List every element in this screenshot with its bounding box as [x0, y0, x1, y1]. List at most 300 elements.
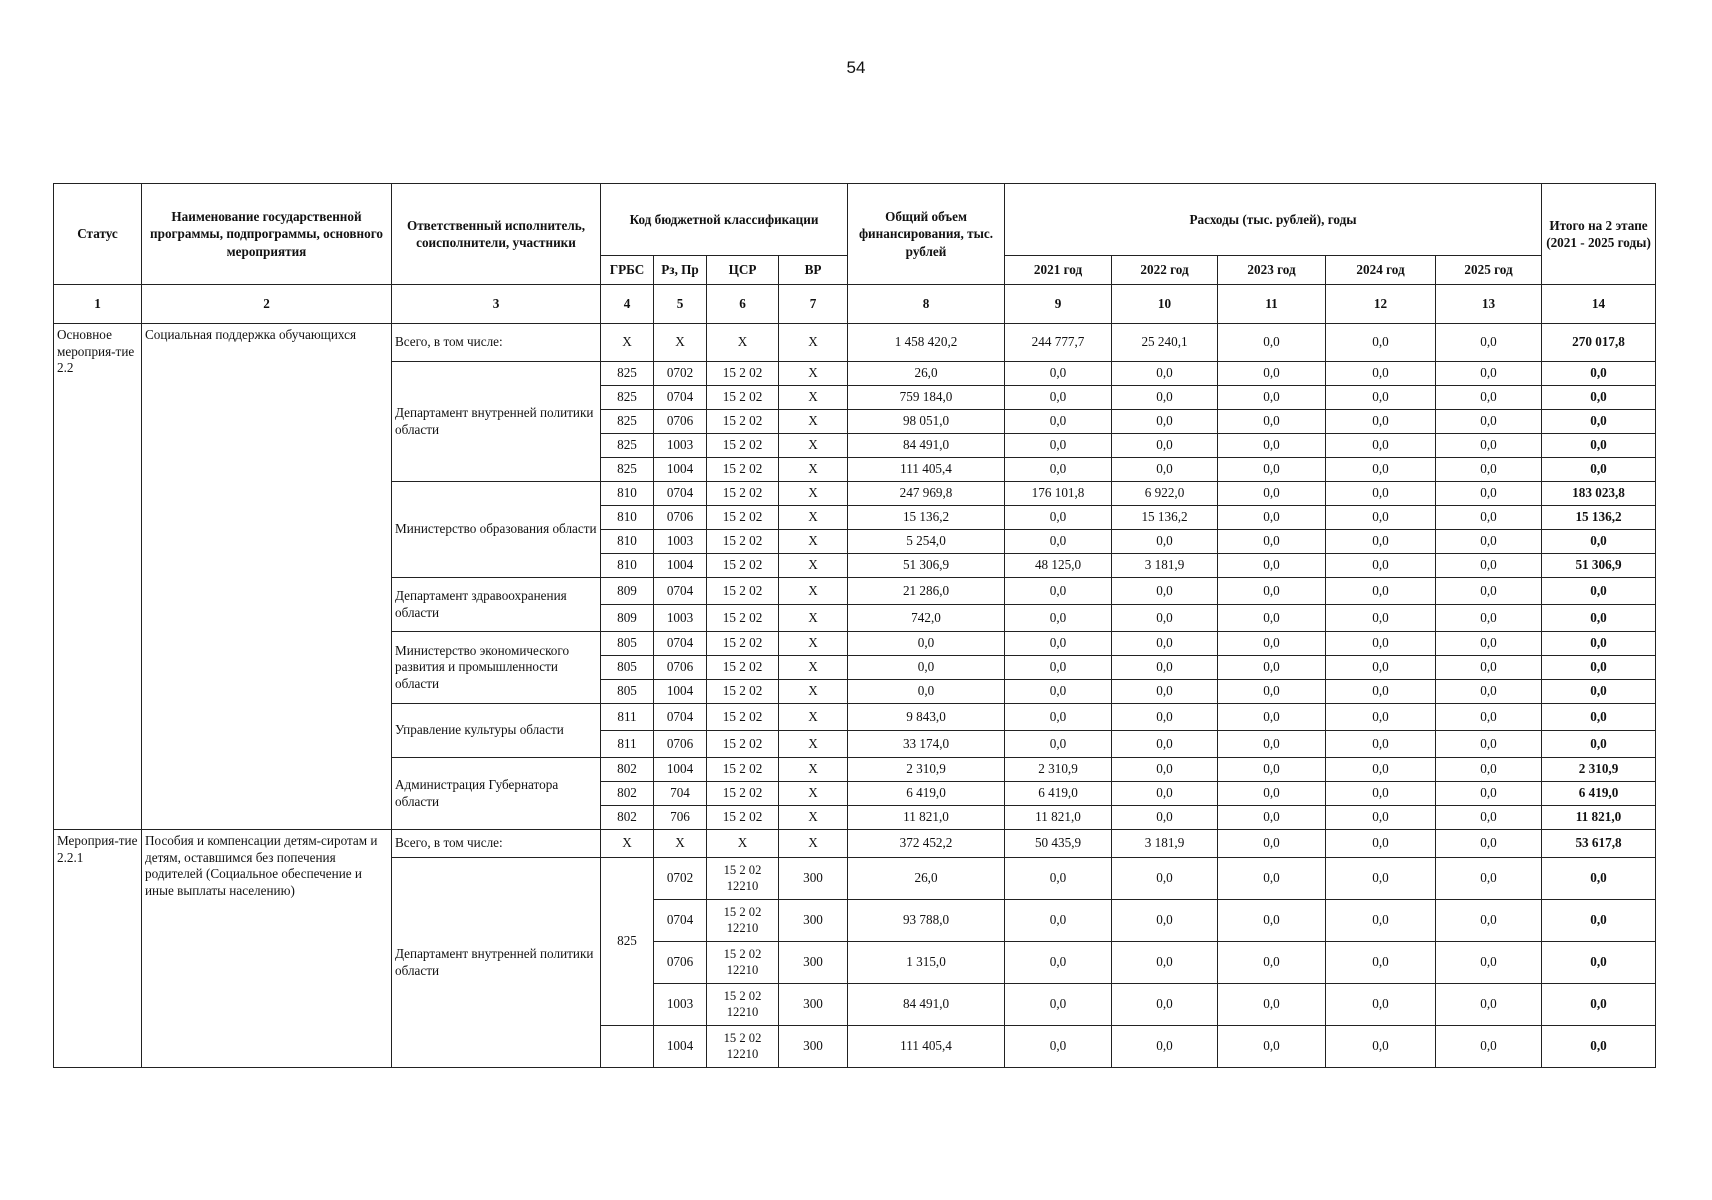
cell-grbs: 810 [601, 554, 654, 578]
cell-grbs: 825 [601, 458, 654, 482]
cell-y2025: 0,0 [1436, 362, 1542, 386]
cell-y2023: 0,0 [1218, 731, 1326, 758]
cell-itogo: 0,0 [1542, 632, 1656, 656]
cell-y2025: 0,0 [1436, 656, 1542, 680]
cell-y2024: 0,0 [1326, 578, 1436, 605]
cell-csr: 15 2 02 12210 [707, 942, 779, 984]
cell-y2024: 0,0 [1326, 386, 1436, 410]
cell-csr: 15 2 02 [707, 410, 779, 434]
cell-y2023: 0,0 [1218, 482, 1326, 506]
budget-table [53, 183, 1656, 1068]
cell-itogo: 0,0 [1542, 605, 1656, 632]
table-row [54, 830, 1656, 858]
cell-itogo: 0,0 [1542, 386, 1656, 410]
program-name-cell: Социальная поддержка обучающихся [142, 324, 392, 830]
cell-y2023: 0,0 [1218, 656, 1326, 680]
cell-y2023: 0,0 [1218, 806, 1326, 830]
cell-y2023: 0,0 [1218, 758, 1326, 782]
col-number: 12 [1326, 285, 1436, 324]
col-number: 11 [1218, 285, 1326, 324]
header-2021: 2021 год [1005, 256, 1112, 285]
col-number: 1 [54, 285, 142, 324]
cell-y2021: 0,0 [1005, 434, 1112, 458]
header-executor: Ответственный исполнитель, соисполнители, участники [392, 184, 601, 285]
cell-total: 111 405,4 [848, 1026, 1005, 1068]
cell-vr: X [779, 482, 848, 506]
cell-total: 2 310,9 [848, 758, 1005, 782]
cell-csr: 15 2 02 [707, 506, 779, 530]
cell-total: 0,0 [848, 680, 1005, 704]
cell-rzpr: X [654, 324, 707, 362]
cell-y2022: 0,0 [1112, 900, 1218, 942]
col-number: 8 [848, 285, 1005, 324]
cell-y2025: 0,0 [1436, 782, 1542, 806]
header-total-volume: Общий объем финансирования, тыс. рублей [848, 184, 1005, 285]
col-number: 7 [779, 285, 848, 324]
cell-y2025: 0,0 [1436, 578, 1542, 605]
cell-grbs: X [601, 324, 654, 362]
cell-vr: X [779, 506, 848, 530]
cell-y2025: 0,0 [1436, 386, 1542, 410]
cell-vr: X [779, 830, 848, 858]
cell-vr: X [779, 434, 848, 458]
cell-y2024: 0,0 [1326, 806, 1436, 830]
cell-grbs: 825 [601, 858, 654, 1026]
cell-vr: X [779, 458, 848, 482]
cell-total: 1 315,0 [848, 942, 1005, 984]
cell-y2025: 0,0 [1436, 410, 1542, 434]
cell-y2024: 0,0 [1326, 482, 1436, 506]
cell-rzpr: 0704 [654, 578, 707, 605]
cell-csr: X [707, 830, 779, 858]
cell-itogo: 0,0 [1542, 704, 1656, 731]
cell-y2024: 0,0 [1326, 680, 1436, 704]
cell-y2021: 176 101,8 [1005, 482, 1112, 506]
cell-itogo: 2 310,9 [1542, 758, 1656, 782]
cell-csr: 15 2 02 [707, 656, 779, 680]
cell-itogo: 0,0 [1542, 656, 1656, 680]
cell-total: 0,0 [848, 632, 1005, 656]
cell-grbs: 802 [601, 782, 654, 806]
cell-rzpr: 1004 [654, 758, 707, 782]
header-budget-code: Код бюджетной классификации [601, 184, 848, 256]
cell-vr: X [779, 324, 848, 362]
cell-y2025: 0,0 [1436, 530, 1542, 554]
header-itogo: Итого на 2 этапе (2021 - 2025 годы) [1542, 184, 1656, 285]
cell-vr: X [779, 632, 848, 656]
cell-y2024: 0,0 [1326, 782, 1436, 806]
header-program-name: Наименование государственной программы, подпрограммы, основного мероприятия [142, 184, 392, 285]
col-number: 3 [392, 285, 601, 324]
cell-y2021: 0,0 [1005, 506, 1112, 530]
cell-vr: X [779, 806, 848, 830]
cell-y2025: 0,0 [1436, 731, 1542, 758]
cell-total: 0,0 [848, 656, 1005, 680]
cell-rzpr: 0706 [654, 410, 707, 434]
cell-vr: X [779, 362, 848, 386]
cell-grbs: 810 [601, 530, 654, 554]
cell-y2023: 0,0 [1218, 605, 1326, 632]
cell-y2022: 0,0 [1112, 680, 1218, 704]
header-2022: 2022 год [1112, 256, 1218, 285]
cell-itogo: 0,0 [1542, 942, 1656, 984]
cell-y2023: 0,0 [1218, 900, 1326, 942]
cell-itogo: 0,0 [1542, 1026, 1656, 1068]
header-grbs: ГРБС [601, 256, 654, 285]
cell-rzpr: 1004 [654, 1026, 707, 1068]
header-csr: ЦСР [707, 256, 779, 285]
header-2024: 2024 год [1326, 256, 1436, 285]
cell-y2024: 0,0 [1326, 758, 1436, 782]
cell-y2023: 0,0 [1218, 984, 1326, 1026]
cell-y2021: 0,0 [1005, 731, 1112, 758]
cell-vr: X [779, 704, 848, 731]
cell-y2022: 0,0 [1112, 984, 1218, 1026]
executor-cell: Администрация Губернатора области [392, 758, 601, 830]
cell-y2023: 0,0 [1218, 458, 1326, 482]
cell-grbs: 825 [601, 410, 654, 434]
cell-grbs: X [601, 830, 654, 858]
cell-y2024: 0,0 [1326, 362, 1436, 386]
cell-itogo: 0,0 [1542, 680, 1656, 704]
cell-y2024: 0,0 [1326, 324, 1436, 362]
cell-csr: 15 2 02 12210 [707, 1026, 779, 1068]
cell-rzpr: 0706 [654, 506, 707, 530]
cell-y2021: 0,0 [1005, 1026, 1112, 1068]
cell-rzpr: 0704 [654, 482, 707, 506]
status-cell: Мероприя-тие 2.2.1 [54, 830, 142, 1068]
cell-y2021: 11 821,0 [1005, 806, 1112, 830]
cell-y2025: 0,0 [1436, 858, 1542, 900]
cell-grbs: 805 [601, 656, 654, 680]
cell-y2021: 0,0 [1005, 458, 1112, 482]
cell-rzpr: 1003 [654, 984, 707, 1026]
executor-cell: Управление культуры области [392, 704, 601, 758]
cell-y2024: 0,0 [1326, 1026, 1436, 1068]
cell-y2021: 0,0 [1005, 605, 1112, 632]
cell-total: 5 254,0 [848, 530, 1005, 554]
cell-total: 247 969,8 [848, 482, 1005, 506]
cell-y2021: 2 310,9 [1005, 758, 1112, 782]
cell-csr: 15 2 02 [707, 530, 779, 554]
cell-y2024: 0,0 [1326, 506, 1436, 530]
cell-vr: X [779, 731, 848, 758]
cell-y2023: 0,0 [1218, 410, 1326, 434]
cell-y2023: 0,0 [1218, 578, 1326, 605]
cell-total: 15 136,2 [848, 506, 1005, 530]
cell-rzpr: 704 [654, 782, 707, 806]
cell-y2025: 0,0 [1436, 632, 1542, 656]
executor-cell: Департамент внутренней политики области [392, 362, 601, 482]
cell-itogo: 0,0 [1542, 434, 1656, 458]
executor-cell: Всего, в том числе: [392, 324, 601, 362]
cell-y2024: 0,0 [1326, 554, 1436, 578]
cell-y2022: 0,0 [1112, 578, 1218, 605]
executor-cell: Департамент внутренней политики области [392, 858, 601, 1068]
cell-y2021: 0,0 [1005, 362, 1112, 386]
cell-y2025: 0,0 [1436, 506, 1542, 530]
cell-vr: X [779, 605, 848, 632]
cell-total: 33 174,0 [848, 731, 1005, 758]
cell-y2021: 0,0 [1005, 900, 1112, 942]
cell-csr: 15 2 02 [707, 632, 779, 656]
cell-csr: 15 2 02 [707, 482, 779, 506]
col-number: 2 [142, 285, 392, 324]
header-2023: 2023 год [1218, 256, 1326, 285]
col-number: 6 [707, 285, 779, 324]
cell-rzpr: 1004 [654, 554, 707, 578]
cell-rzpr: 0704 [654, 704, 707, 731]
table-row [54, 324, 1656, 362]
cell-itogo: 0,0 [1542, 858, 1656, 900]
cell-total: 26,0 [848, 362, 1005, 386]
cell-itogo: 15 136,2 [1542, 506, 1656, 530]
cell-y2022: 0,0 [1112, 632, 1218, 656]
cell-vr: X [779, 554, 848, 578]
cell-y2024: 0,0 [1326, 632, 1436, 656]
cell-y2025: 0,0 [1436, 758, 1542, 782]
cell-csr: 15 2 02 [707, 605, 779, 632]
cell-total: 1 458 420,2 [848, 324, 1005, 362]
cell-itogo: 0,0 [1542, 458, 1656, 482]
cell-y2023: 0,0 [1218, 434, 1326, 458]
cell-y2024: 0,0 [1326, 530, 1436, 554]
cell-y2025: 0,0 [1436, 482, 1542, 506]
cell-y2022: 3 181,9 [1112, 830, 1218, 858]
cell-y2022: 3 181,9 [1112, 554, 1218, 578]
cell-y2021: 0,0 [1005, 578, 1112, 605]
cell-vr: 300 [779, 984, 848, 1026]
cell-y2022: 0,0 [1112, 858, 1218, 900]
cell-y2024: 0,0 [1326, 942, 1436, 984]
cell-rzpr: 706 [654, 806, 707, 830]
cell-rzpr: X [654, 830, 707, 858]
cell-vr: X [779, 530, 848, 554]
cell-y2021: 0,0 [1005, 386, 1112, 410]
cell-rzpr: 1003 [654, 434, 707, 458]
cell-y2023: 0,0 [1218, 324, 1326, 362]
cell-y2022: 0,0 [1112, 656, 1218, 680]
cell-rzpr: 0704 [654, 386, 707, 410]
cell-total: 9 843,0 [848, 704, 1005, 731]
cell-grbs-empty [601, 1026, 654, 1068]
cell-itogo: 0,0 [1542, 900, 1656, 942]
page-number: 54 [846, 58, 866, 77]
cell-y2023: 0,0 [1218, 858, 1326, 900]
cell-y2021: 0,0 [1005, 632, 1112, 656]
cell-y2022: 0,0 [1112, 605, 1218, 632]
cell-y2024: 0,0 [1326, 458, 1436, 482]
cell-vr: X [779, 578, 848, 605]
cell-y2024: 0,0 [1326, 830, 1436, 858]
cell-y2024: 0,0 [1326, 704, 1436, 731]
cell-y2025: 0,0 [1436, 806, 1542, 830]
cell-y2025: 0,0 [1436, 554, 1542, 578]
cell-csr: 15 2 02 [707, 782, 779, 806]
cell-itogo: 51 306,9 [1542, 554, 1656, 578]
header-vr: ВР [779, 256, 848, 285]
executor-cell: Министерство образования области [392, 482, 601, 578]
cell-itogo: 270 017,8 [1542, 324, 1656, 362]
program-name-cell: Пособия и компенсации детям-сиротам и детям, оставшимся без попечения родителей (Социальное обеспечение и иные выплаты населению) [142, 830, 392, 1068]
cell-csr: 15 2 02 [707, 806, 779, 830]
cell-y2025: 0,0 [1436, 1026, 1542, 1068]
cell-vr: X [779, 782, 848, 806]
cell-y2022: 0,0 [1112, 942, 1218, 984]
cell-itogo: 0,0 [1542, 530, 1656, 554]
cell-y2021: 0,0 [1005, 984, 1112, 1026]
cell-grbs: 802 [601, 806, 654, 830]
cell-rzpr: 0702 [654, 858, 707, 900]
cell-y2025: 0,0 [1436, 704, 1542, 731]
cell-csr: 15 2 02 [707, 434, 779, 458]
cell-rzpr: 0706 [654, 656, 707, 680]
cell-y2023: 0,0 [1218, 386, 1326, 410]
cell-y2022: 0,0 [1112, 704, 1218, 731]
cell-y2021: 0,0 [1005, 410, 1112, 434]
cell-y2023: 0,0 [1218, 554, 1326, 578]
cell-y2022: 6 922,0 [1112, 482, 1218, 506]
cell-total: 11 821,0 [848, 806, 1005, 830]
header-2025: 2025 год [1436, 256, 1542, 285]
cell-y2025: 0,0 [1436, 324, 1542, 362]
cell-grbs: 825 [601, 386, 654, 410]
cell-total: 84 491,0 [848, 984, 1005, 1026]
cell-rzpr: 0704 [654, 632, 707, 656]
cell-vr: 300 [779, 858, 848, 900]
executor-cell: Департамент здравоохранения области [392, 578, 601, 632]
cell-y2023: 0,0 [1218, 530, 1326, 554]
col-number: 14 [1542, 285, 1656, 324]
cell-y2025: 0,0 [1436, 830, 1542, 858]
header-rzpr: Рз, Пр [654, 256, 707, 285]
cell-y2023: 0,0 [1218, 506, 1326, 530]
cell-csr: 15 2 02 [707, 578, 779, 605]
cell-y2025: 0,0 [1436, 984, 1542, 1026]
cell-vr: 300 [779, 1026, 848, 1068]
cell-y2022: 0,0 [1112, 806, 1218, 830]
cell-y2022: 0,0 [1112, 758, 1218, 782]
cell-y2022: 0,0 [1112, 1026, 1218, 1068]
cell-vr: 300 [779, 942, 848, 984]
executor-cell: Министерство экономического развития и промышленности области [392, 632, 601, 704]
cell-y2025: 0,0 [1436, 605, 1542, 632]
col-number: 5 [654, 285, 707, 324]
cell-y2025: 0,0 [1436, 900, 1542, 942]
cell-total: 6 419,0 [848, 782, 1005, 806]
cell-grbs: 825 [601, 362, 654, 386]
cell-y2022: 0,0 [1112, 731, 1218, 758]
cell-rzpr: 0704 [654, 900, 707, 942]
cell-y2024: 0,0 [1326, 731, 1436, 758]
col-number: 4 [601, 285, 654, 324]
cell-rzpr: 1003 [654, 530, 707, 554]
col-number: 9 [1005, 285, 1112, 324]
cell-y2024: 0,0 [1326, 410, 1436, 434]
cell-y2021: 0,0 [1005, 530, 1112, 554]
cell-csr: 15 2 02 12210 [707, 858, 779, 900]
cell-itogo: 6 419,0 [1542, 782, 1656, 806]
column-number-row [54, 285, 1656, 324]
cell-y2024: 0,0 [1326, 656, 1436, 680]
cell-y2024: 0,0 [1326, 858, 1436, 900]
cell-grbs: 805 [601, 680, 654, 704]
cell-grbs: 805 [601, 632, 654, 656]
cell-y2022: 25 240,1 [1112, 324, 1218, 362]
cell-grbs: 802 [601, 758, 654, 782]
cell-y2021: 50 435,9 [1005, 830, 1112, 858]
cell-csr: 15 2 02 [707, 554, 779, 578]
cell-csr: 15 2 02 [707, 680, 779, 704]
cell-csr: 15 2 02 12210 [707, 984, 779, 1026]
cell-grbs: 809 [601, 578, 654, 605]
cell-y2021: 244 777,7 [1005, 324, 1112, 362]
status-cell: Основное мероприя-тие 2.2 [54, 324, 142, 830]
cell-y2021: 6 419,0 [1005, 782, 1112, 806]
cell-itogo: 0,0 [1542, 984, 1656, 1026]
cell-grbs: 811 [601, 704, 654, 731]
cell-grbs: 825 [601, 434, 654, 458]
cell-csr: 15 2 02 [707, 362, 779, 386]
cell-total: 111 405,4 [848, 458, 1005, 482]
cell-y2022: 0,0 [1112, 782, 1218, 806]
cell-y2022: 0,0 [1112, 530, 1218, 554]
header-status: Статус [54, 184, 142, 285]
cell-rzpr: 0702 [654, 362, 707, 386]
cell-grbs: 810 [601, 506, 654, 530]
cell-itogo: 0,0 [1542, 362, 1656, 386]
cell-y2023: 0,0 [1218, 680, 1326, 704]
cell-y2023: 0,0 [1218, 942, 1326, 984]
cell-y2024: 0,0 [1326, 984, 1436, 1026]
cell-csr: 15 2 02 [707, 731, 779, 758]
cell-y2022: 0,0 [1112, 410, 1218, 434]
cell-total: 98 051,0 [848, 410, 1005, 434]
cell-rzpr: 1003 [654, 605, 707, 632]
cell-y2025: 0,0 [1436, 942, 1542, 984]
cell-csr: 15 2 02 [707, 458, 779, 482]
cell-y2024: 0,0 [1326, 434, 1436, 458]
cell-y2023: 0,0 [1218, 782, 1326, 806]
executor-cell: Всего, в том числе: [392, 830, 601, 858]
cell-csr: 15 2 02 [707, 758, 779, 782]
cell-y2023: 0,0 [1218, 362, 1326, 386]
cell-y2021: 0,0 [1005, 942, 1112, 984]
cell-y2025: 0,0 [1436, 680, 1542, 704]
cell-y2024: 0,0 [1326, 900, 1436, 942]
cell-vr: 300 [779, 900, 848, 942]
cell-y2023: 0,0 [1218, 632, 1326, 656]
cell-itogo: 0,0 [1542, 410, 1656, 434]
col-number: 10 [1112, 285, 1218, 324]
cell-total: 84 491,0 [848, 434, 1005, 458]
cell-itogo: 183 023,8 [1542, 482, 1656, 506]
cell-y2023: 0,0 [1218, 1026, 1326, 1068]
cell-rzpr: 0706 [654, 942, 707, 984]
cell-csr: 15 2 02 12210 [707, 900, 779, 942]
cell-rzpr: 1004 [654, 680, 707, 704]
cell-y2023: 0,0 [1218, 830, 1326, 858]
cell-vr: X [779, 386, 848, 410]
cell-itogo: 0,0 [1542, 731, 1656, 758]
cell-grbs: 809 [601, 605, 654, 632]
cell-vr: X [779, 410, 848, 434]
cell-total: 759 184,0 [848, 386, 1005, 410]
cell-y2022: 0,0 [1112, 362, 1218, 386]
cell-y2025: 0,0 [1436, 458, 1542, 482]
cell-y2024: 0,0 [1326, 605, 1436, 632]
cell-grbs: 811 [601, 731, 654, 758]
